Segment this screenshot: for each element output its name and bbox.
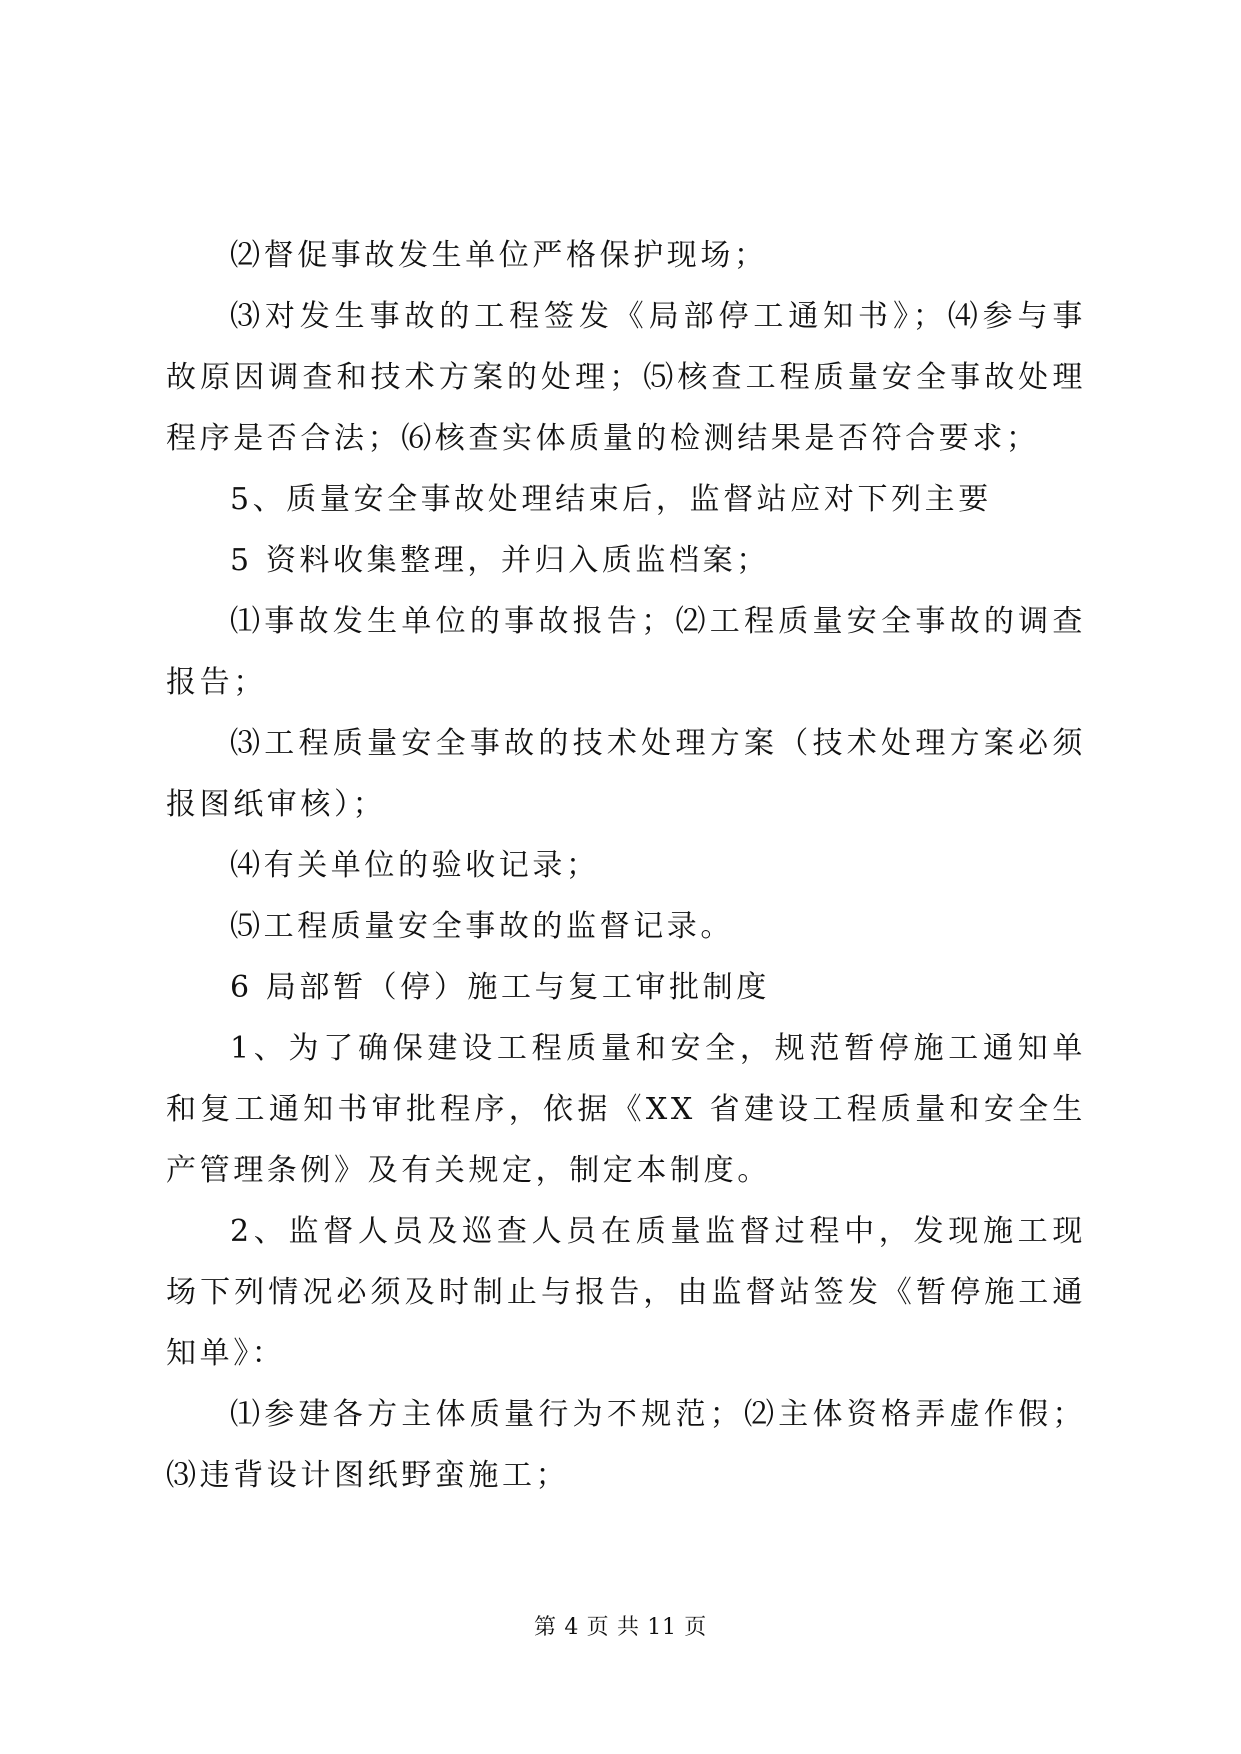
- paragraph: ⑵督促事故发生单位严格保护现场；: [230, 238, 768, 273]
- paragraph: ⑶工程质量安全事故的技术处理方案（技术处理方案必须报图纸审核）；: [166, 726, 1086, 822]
- paragraph: ⑴参建各方主体质量行为不规范；⑵主体资格弄虚作假；⑶违背设计图纸野蛮施工；: [166, 1397, 1086, 1493]
- paragraph: ⑶对发生事故的工程签发《局部停工通知书》；⑷参与事故原因调查和技术方案的处理；⑸核查工程质量安全事故处理程序是否合法；⑹核查实体质量的检测结果是否符合要求；: [166, 299, 1086, 456]
- paragraph: ⑷有关单位的验收记录；: [230, 848, 600, 883]
- paragraph: 5、质量安全事故处理结束后，监督站应对下列主要: [230, 482, 992, 517]
- paragraph: ⑸工程质量安全事故的监督记录。: [230, 909, 734, 944]
- paragraph: ⑴事故发生单位的事故报告；⑵工程质量安全事故的调查报告；: [166, 604, 1086, 700]
- paragraph: 2、监督人员及巡查人员在质量监督过程中，发现施工现场下列情况必须及时制止与报告，由监督站签发《暂停施工通知单》：: [166, 1214, 1086, 1371]
- document-body: [166, 225, 1086, 1506]
- page-footer: 第 4 页 共 11 页: [534, 1615, 707, 1640]
- paragraph: 1、为了确保建设工程质量和安全，规范暂停施工通知单和复工通知书审批程序，依据《XX 省建设工程质量和安全生产管理条例》及有关规定，制定本制度。: [166, 1031, 1086, 1188]
- paragraph: 5 资料收集整理，并归入质监档案；: [230, 543, 770, 578]
- section-heading: 6 局部暂（停）施工与复工审批制度: [230, 970, 770, 1005]
